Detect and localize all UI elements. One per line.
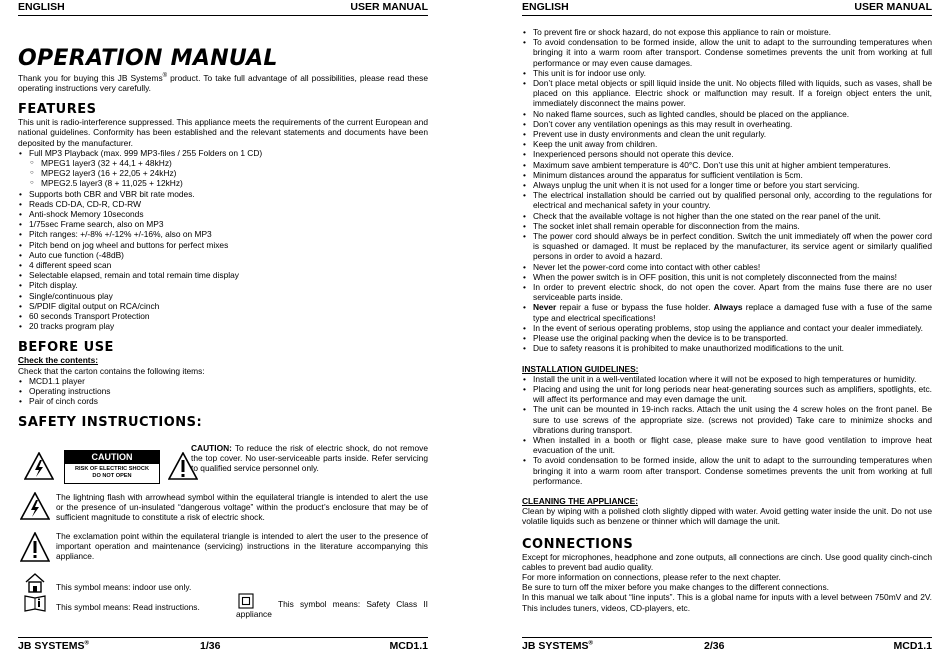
footer-brand: JB SYSTEMS® — [18, 640, 89, 652]
check-contents-title: Check the contents: — [18, 355, 99, 366]
paragraph: In this manual we talk about “line inputs”. This is a global name for inputs with a level between 750mV and 2V. This includes tuners, videos, CD-players, etc. — [522, 592, 932, 613]
paragraph: For more information on connections, please refer to the next chapter. — [522, 571, 781, 582]
before-use-heading: BEFORE USE — [18, 340, 114, 356]
list-item: • Pitch ranges: +/-8% +/-12% +/-16%, also on MP3 — [18, 229, 428, 239]
lightning-triangle-icon — [24, 452, 54, 480]
list-item: • In order to prevent electric shock, do not open the cover. Apart from the mains fuse there are no user serviceable parts inside. — [522, 282, 932, 302]
list-item: • Auto cue function (-48dB) — [18, 250, 428, 260]
exclamation-triangle-icon — [20, 532, 50, 562]
list-item: ○ MPEG2 layer3 (16 + 22,05 + 24kHz) — [18, 168, 428, 178]
caution-box-title: CAUTION — [65, 451, 159, 464]
features-list — [18, 148, 428, 158]
list-item: • Due to safety reasons it is prohibited to make unauthorized modifications to the unit. — [522, 343, 932, 353]
list-item: • Always unplug the unit when it is not used for a longer time or before you start servicing. — [522, 180, 932, 190]
paragraph: Be sure to turn off the mixer before you make changes to the different connections. — [522, 582, 829, 593]
header-language: ENGLISH — [18, 1, 65, 13]
caution-text: CAUTION: To reduce the risk of electric shock, do not remove the top cover. No user-serviceable parts inside. Refer servicing to qualified service personnel only. — [191, 443, 428, 474]
list-item: • No naked flame sources, such as lighted candles, should be placed on the appliance. — [522, 109, 932, 119]
page-footer — [522, 640, 932, 653]
connections-text — [522, 552, 932, 613]
list-item: • Pitch display. — [18, 280, 428, 290]
check-list — [18, 376, 428, 407]
lightning-triangle-icon — [20, 492, 50, 520]
list-item: ○ MPEG2.5 layer3 (8 + 11,025 + 12kHz) — [18, 178, 428, 188]
footer-page: 1/36 — [200, 640, 221, 652]
class-text: This symbol means: Safety Class II appliance — [236, 599, 428, 620]
list-item: • Reads CD-DA, CD-R, CD-RW — [18, 199, 428, 209]
list-item: • Anti-shock Memory 10seconds — [18, 209, 428, 219]
paragraph: Except for microphones, headphone and zone outputs, all connections are cinch. Use good quality cinch-cinch cables to prevent bad audio quality. — [522, 551, 932, 572]
list-item: • Never let the power-cord come into contact with other cables! — [522, 262, 932, 272]
page-title: OPERATION MANUAL — [18, 46, 278, 71]
cleaning-title: CLEANING THE APPLIANCE: — [522, 495, 639, 506]
features-text: This unit is radio-interference suppressed. This appliance meets the requirements of the current European and national guidelines. Conformity has been established and the relevant statements and documents have been deposited by the manufacturer. — [18, 117, 428, 148]
list-item: • Keep the unit away from children. — [522, 139, 932, 149]
list-item: • Install the unit in a well-ventilated location where it will not be exposed to high temperatures or humidity. — [522, 374, 932, 384]
list-item: • 1/75sec Frame search, also on MP3 — [18, 219, 428, 229]
list-item: • Don’t cover any ventilation openings as this may result in overheating. — [522, 119, 932, 129]
list-item: • The power cord should always be in perfect condition. Switch the unit immediately off when the power cord is squashed or damaged. It must be replaced by the manufacturer, its service agent or similarly qualified persons in order to avoid a hazard. — [522, 231, 932, 262]
header-rule — [522, 15, 932, 16]
list-item: • Full MP3 Playback (max. 999 MP3-files / 255 Folders on 1 CD) — [18, 148, 428, 158]
check-contents-text: Check that the carton contains the following items: — [18, 365, 205, 376]
list-item: • Maximum save ambient temperature is 40°C. Don’t use this unit at higher ambient temperatures. — [522, 160, 932, 170]
intro-text: Thank you for buying this JB Systems® product. To take full advantage of all possibilities, please read these operating instructions very carefully. — [18, 72, 428, 93]
list-item: • When the power switch is in OFF position, this unit is not completely disconnected from the mains! — [522, 272, 932, 282]
safety-list — [522, 27, 932, 302]
read-instructions-icon — [24, 594, 46, 612]
connections-heading: CONNECTIONS — [522, 536, 634, 552]
list-item: • Supports both CBR and VBR bit rate modes. — [18, 189, 428, 199]
list-item: • Prevent use in dusty environments and clean the unit regularly. — [522, 129, 932, 139]
list-item: • Inexperienced persons should not operate this device. — [522, 149, 932, 159]
cleaning-text: Clean by wiping with a polished cloth slightly dipped with water. Avoid getting water inside the unit. Do not use volatile liquids such as benzene or thinner which will damage the unit. — [522, 506, 932, 527]
safety-heading: SAFETY INSTRUCTIONS: — [18, 415, 203, 431]
caution-label-box — [64, 450, 160, 484]
footer-model: MCD1.1 — [389, 640, 428, 652]
list-item: • Operating instructions — [18, 386, 428, 396]
installation-title: INSTALLATION GUIDELINES: — [522, 363, 639, 374]
footer-page: 2/36 — [704, 640, 725, 652]
list-item: • Check that the available voltage is not higher than the one stated on the rear panel of the unit. — [522, 211, 932, 221]
list-item: ○ MPEG1 layer3 (32 + 44,1 + 48kHz) — [18, 158, 428, 168]
list-item: • Single/continuous play — [18, 291, 428, 301]
indoor-use-icon — [24, 571, 46, 593]
installation-list — [522, 374, 932, 486]
left-top-content — [18, 47, 428, 430]
header-language: ENGLISH — [522, 1, 569, 13]
indoor-text: This symbol means: indoor use only. — [56, 582, 192, 592]
list-item: • Don’t place metal objects or spill liquid inside the unit. No objects filled with liquids, such as vases, shall be placed on this appliance. Electric shock or malfunction may result. If a foreign object enters the unit, immediately disconnect the mains power. — [522, 78, 932, 109]
list-item: • 60 seconds Transport Protection — [18, 311, 428, 321]
header-manual: USER MANUAL — [350, 1, 428, 13]
lightning-text: The lightning flash with arrowhead symbol within the equilateral triangle is intended to alert the use or the presence of un-insulated “dangerous voltage” within the product’s enclosure that may be of sufficient magnitude to constitute a risk of electric shock. — [56, 492, 428, 523]
footer-brand: JB SYSTEMS® — [522, 640, 593, 652]
footer-rule — [18, 637, 428, 638]
list-item: • The unit can be mounted in 19-inch racks. Attach the unit using the 4 screw holes on the front panel. Be sure to use screws of the appropriate size. (screws not provided) Take care to minimize shocks and vibrations during transport. — [522, 404, 932, 435]
list-item: • This unit is for indoor use only. — [522, 68, 932, 78]
page-header — [522, 1, 932, 14]
list-item: • To prevent fire or shock hazard, do not expose this appliance to rain or moisture. — [522, 27, 932, 37]
list-item: • To avoid condensation to be formed inside, allow the unit to adapt to the surrounding temperatures when bringing it into a warm room after transport. Condense sometimes prevents the unit from working at full performance or may even cause damages. — [522, 37, 932, 68]
list-item: • 20 tracks program play — [18, 321, 428, 331]
list-item: • Placing and using the unit for long periods near heat-generating sources such as amplifiers, spotlights, etc. will affect its performance and may even damage the unit. — [522, 384, 932, 404]
right-content — [522, 27, 932, 613]
footer-rule — [522, 637, 932, 638]
list-item: • The socket inlet shall remain operable for disconnection from the mains. — [522, 221, 932, 231]
list-item: • 4 different speed scan — [18, 260, 428, 270]
list-item: • Never repair a fuse or bypass the fuse holder. Always replace a damaged fuse with a fuse of the same type and electrical specifications! — [522, 302, 932, 322]
page-footer — [18, 640, 428, 653]
header-manual: USER MANUAL — [854, 1, 932, 13]
list-item: • Minimum distances around the apparatus for sufficient ventilation is 5cm. — [522, 170, 932, 180]
page-header — [18, 1, 428, 14]
exclamation-text: The exclamation point within the equilateral triangle is intended to alert the user to the presence of important operation and maintenance (servicing) instructions in the literature accompanying this appliance. — [56, 531, 428, 562]
left-page — [18, 0, 428, 654]
right-page — [522, 0, 932, 654]
list-item: • In the event of serious operating problems, stop using the appliance and contact your dealer immediately. — [522, 323, 932, 333]
list-item: • Selectable elapsed, remain and total remain time display — [18, 270, 428, 280]
footer-model: MCD1.1 — [893, 640, 932, 652]
header-rule — [18, 15, 428, 16]
list-item: • MCD1.1 player — [18, 376, 428, 386]
features-heading: FEATURES — [18, 102, 97, 118]
list-item: • S/PDIF digital output on RCA/cinch — [18, 301, 428, 311]
list-item: • When installed in a booth or flight case, please make sure to have good ventilation to improve heat evacuation of the unit. — [522, 435, 932, 455]
features-sub-list — [18, 158, 428, 189]
safety-list-2 — [522, 323, 932, 354]
read-text: This symbol means: Read instructions. — [56, 602, 200, 612]
list-item: • Pair of cinch cords — [18, 396, 428, 406]
fuse-list — [522, 302, 932, 322]
list-item: • Pitch bend on jog wheel and buttons for perfect mixes — [18, 240, 428, 250]
caution-box-text: RISK OF ELECTRIC SHOCK DO NOT OPEN — [75, 466, 149, 479]
list-item: • To avoid condensation to be formed inside, allow the unit to adapt to the surrounding temperatures when bringing it into a warm room after transport. Condense sometimes prevents the unit from working at full performance. — [522, 455, 932, 486]
features-list-cont — [18, 189, 428, 332]
list-item: • Please use the original packing when the device is to be transported. — [522, 333, 932, 343]
list-item: • The electrical installation should be carried out by qualified personal only, according to the regulations for electrical and mechanical safety in your country. — [522, 190, 932, 210]
